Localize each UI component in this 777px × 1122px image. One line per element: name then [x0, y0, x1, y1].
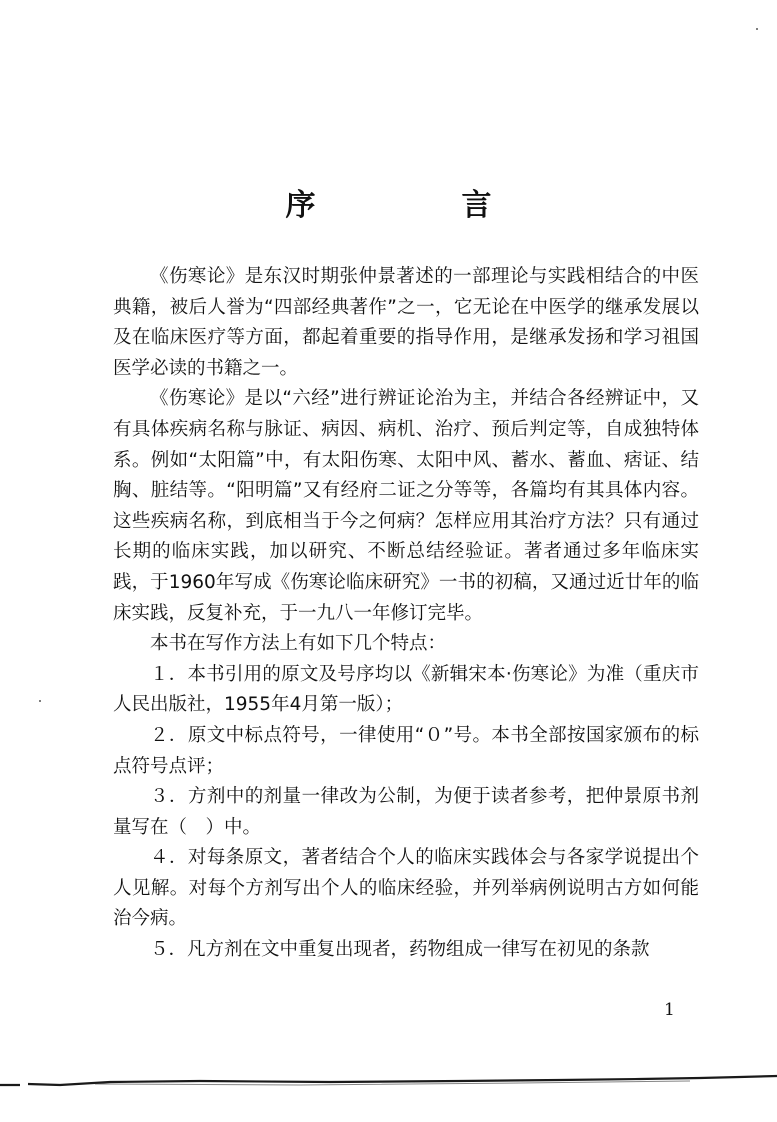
page-title: 序 言: [285, 188, 550, 223]
paragraph-six-classics: 《伤寒论》是以“六经”进行辨证论治为主，并结合各经辨证中，又有具体疾病名称与脉证、病因、病机、治疗、预后判定等，自成独特体系。例如“太阳篇”中，有太阳伤寒、太阳中风、蓄水、蓄血、痞证、结胸、脏结等。“阳明篇”又有经府二证之分等等，各篇均有其具体内容。这些疾病名称，到底相当于今之何病？怎样应用其治疗方法？只有通过长期的临床实践，加以研究、不断总结经验证。著者通过多年临床实践，于1960年写成《伤寒论临床研究》一书的初稿，又通过近廿年的临床实践，反复补充，于一九八一年修订完毕。: [113, 388, 699, 624]
scan-speck: [39, 700, 41, 702]
list-item-feature-2: ２．原文中标点符号，一律使用“０”号。本书全部按国家颁布的标点符号点评；: [113, 724, 699, 777]
scan-speck: [756, 28, 758, 30]
list-item-feature-3: ３．方剂中的剂量一律改为公制，为便于读者参考，把仲景原书剂量写在（ ）中。: [113, 786, 699, 838]
list-item-feature-5: ５．凡方剂在文中重复出现者，药物组成一律写在初见的条款: [150, 939, 650, 961]
list-item-feature-1: １．本书引用的原文及号序均以《新辑宋本·伤寒论》为准（重庆市人民出版社，1955年4月第一版）；: [113, 663, 699, 716]
body-text: [113, 262, 699, 966]
page-number: 1: [664, 1000, 675, 1020]
scan-edge-line: [0, 1073, 777, 1093]
paragraph-features-intro: 本书在写作方法上有如下几个特点：: [150, 633, 447, 655]
list-item-feature-4: ４．对每条原文，著者结合个人的临床实践体会与各家学说提出个人见解。对每个方剂写出个人的临床经验，并列举病例说明古方如何能治今病。: [113, 847, 699, 930]
paragraph-intro: 《伤寒论》是东汉时期张仲景著述的一部理论与实践相结合的中医典籍，被后人誉为“四部经典著作”之一，它无论在中医学的继承发展以及在临床医疗等方面，都起着重要的指导作用，是继承发扬和学习祖国医学必读的书籍之一。: [113, 266, 699, 379]
